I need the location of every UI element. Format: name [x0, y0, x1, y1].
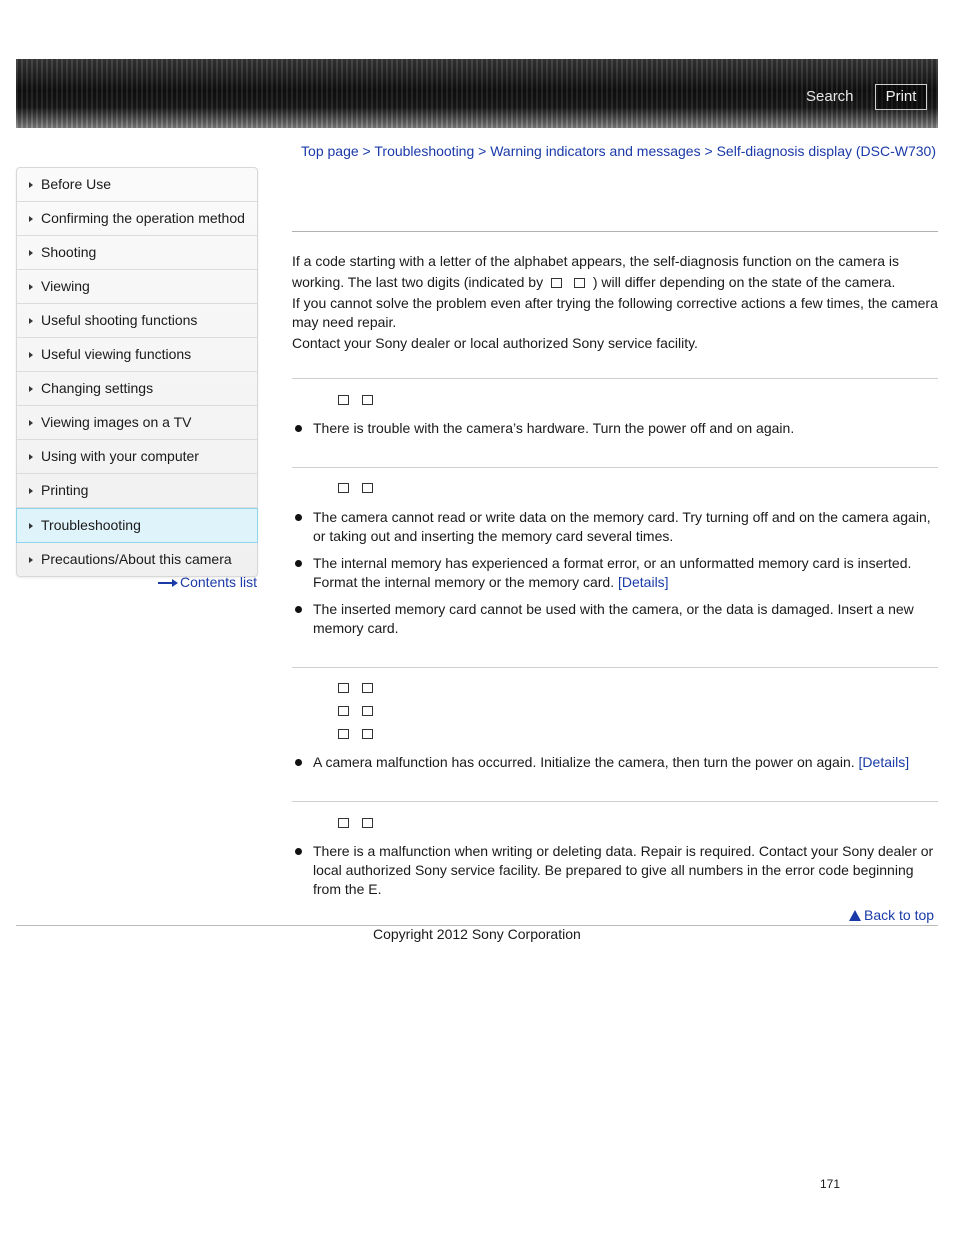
arrow-right-icon — [29, 557, 33, 563]
square-icon — [362, 683, 373, 693]
sidebar-item-label: Printing — [41, 482, 89, 498]
intro-text — [292, 252, 940, 355]
sidebar-item-shooting[interactable] — [17, 236, 257, 270]
sidebar-item-precautions[interactable] — [17, 543, 257, 576]
square-icon — [362, 729, 373, 739]
error-code — [338, 814, 378, 828]
intro-line-1: If a code starting with a letter of the alphabet appears, the self-diagnosis function on the camera is — [292, 253, 900, 269]
intro-line-2-pre: working. The last two digits (indicated by — [292, 274, 544, 290]
sidebar-item-label: Useful viewing functions — [41, 346, 192, 362]
arrow-right-icon — [29, 386, 33, 392]
back-to-top-link[interactable] — [849, 907, 934, 923]
bullet-icon — [295, 560, 302, 567]
square-icon — [362, 483, 373, 493]
details-link[interactable]: [Details] — [618, 574, 669, 590]
list-item: A camera malfunction has occurred. Initialize the camera, then turn the power on again. [Details] — [292, 753, 938, 772]
error-code — [338, 702, 378, 716]
sidebar-item-label: Viewing — [41, 278, 90, 294]
arrow-right-icon — [29, 250, 33, 256]
sidebar-item-computer[interactable] — [17, 440, 257, 474]
breadcrumb-separator: > — [478, 143, 487, 159]
back-to-top-label[interactable]: Back to top — [864, 907, 935, 923]
section-3-bullets — [292, 753, 938, 780]
square-icon — [551, 278, 562, 288]
page-number: 171 — [820, 1177, 841, 1191]
breadcrumb-top-page[interactable]: Top page — [301, 143, 359, 159]
bullet-icon — [295, 759, 302, 766]
list-item: The camera cannot read or write data on the memory card. Try turning off and on the camera again, or taking out and inserting the memory card several times. — [292, 508, 938, 546]
arrow-right-icon — [29, 523, 33, 529]
sidebar-item-useful-shooting[interactable] — [17, 304, 257, 338]
copyright-text: Copyright 2012 Sony Corporation — [373, 926, 581, 942]
title-divider — [292, 231, 938, 232]
sidebar-item-printing[interactable] — [17, 474, 257, 508]
sidebar-item-label: Viewing images on a TV — [41, 414, 192, 430]
list-item: The inserted memory card cannot be used with the camera, or the data is damaged. Insert a new memory card. — [292, 600, 938, 638]
error-code — [338, 679, 378, 693]
print-button[interactable]: Print — [875, 84, 927, 110]
sidebar-item-label: Useful shooting functions — [41, 312, 198, 328]
section-divider — [292, 467, 938, 468]
sidebar-item-label: Confirming the operation method — [41, 210, 245, 226]
error-code — [338, 391, 378, 405]
sidebar-item-label: Troubleshooting — [41, 517, 141, 533]
section-4-bullets — [292, 842, 938, 907]
sidebar-nav — [16, 167, 258, 577]
breadcrumb-troubleshooting[interactable]: Troubleshooting — [374, 143, 475, 159]
sidebar-item-confirming-operation[interactable] — [17, 202, 257, 236]
list-item: The internal memory has experienced a format error, or an unformatted memory card is inserted. Format the internal memory or the memory card. [Details] — [292, 554, 938, 592]
square-icon — [338, 683, 349, 693]
arrow-right-icon — [29, 284, 33, 290]
breadcrumb — [301, 143, 936, 159]
arrow-right-icon — [158, 579, 178, 587]
sidebar-item-viewing-tv[interactable] — [17, 406, 257, 440]
breadcrumb-separator: > — [704, 143, 713, 159]
section-2-bullets — [292, 508, 938, 646]
header-bar — [16, 59, 938, 128]
section-divider — [292, 667, 938, 668]
intro-line-3: If you cannot solve the problem even after trying the following corrective actions a few times, the camera may need repair. — [292, 295, 938, 330]
square-icon — [338, 395, 349, 405]
square-icon — [362, 395, 373, 405]
bullet-icon — [295, 848, 302, 855]
bullet-icon — [295, 514, 302, 521]
section-divider — [292, 378, 938, 379]
sidebar-item-useful-viewing[interactable] — [17, 338, 257, 372]
sidebar-item-changing-settings[interactable] — [17, 372, 257, 406]
search-link[interactable]: Search — [806, 88, 854, 105]
sidebar-item-label: Shooting — [41, 244, 97, 260]
section-1-bullets — [292, 419, 938, 446]
square-icon — [574, 278, 585, 288]
sidebar-item-viewing[interactable] — [17, 270, 257, 304]
arrow-right-icon — [29, 454, 33, 460]
arrow-right-icon — [29, 318, 33, 324]
breadcrumb-self-diagnosis[interactable]: Self-diagnosis display (DSC-W730) — [716, 143, 936, 159]
square-icon — [338, 818, 349, 828]
sidebar-item-label: Before Use — [41, 176, 112, 192]
sidebar-item-troubleshooting[interactable] — [16, 508, 258, 543]
arrow-right-icon — [29, 216, 33, 222]
error-code — [338, 725, 378, 739]
error-code — [338, 479, 378, 493]
arrow-right-icon — [29, 182, 33, 188]
intro-line-4: Contact your Sony dealer or local authorized Sony service facility. — [292, 335, 698, 351]
square-icon — [338, 483, 349, 493]
list-item: There is trouble with the camera’s hardware. Turn the power off and on again. — [292, 419, 938, 438]
triangle-up-icon — [849, 910, 861, 921]
contents-list-link[interactable] — [158, 574, 257, 590]
arrow-right-icon — [29, 352, 33, 358]
square-icon — [338, 729, 349, 739]
sidebar-item-label: Changing settings — [41, 380, 154, 396]
sidebar-item-label: Using with your computer — [41, 448, 199, 464]
section-divider — [292, 801, 938, 802]
arrow-right-icon — [29, 420, 33, 426]
sidebar-item-before-use[interactable] — [17, 168, 257, 202]
contents-list-label[interactable]: Contents list — [180, 574, 258, 590]
details-link[interactable]: [Details] — [858, 754, 910, 770]
sidebar-item-label: Precautions/About this camera — [41, 551, 232, 567]
code-digit-placeholder — [549, 273, 587, 292]
bullet-icon — [295, 606, 302, 613]
square-icon — [362, 706, 373, 716]
square-icon — [338, 706, 349, 716]
breadcrumb-warning-indicators[interactable]: Warning indicators and messages — [490, 143, 701, 159]
arrow-right-icon — [29, 488, 33, 494]
intro-line-2-post: ) will differ depending on the state of the camera. — [592, 274, 896, 290]
bullet-icon — [295, 425, 302, 432]
list-item: There is a malfunction when writing or deleting data. Repair is required. Contact your Sony dealer or local authorized Sony service facility. Be prepared to give all numbers in the error code beginning from the E. — [292, 842, 938, 899]
breadcrumb-separator: > — [362, 143, 371, 159]
square-icon — [362, 818, 373, 828]
